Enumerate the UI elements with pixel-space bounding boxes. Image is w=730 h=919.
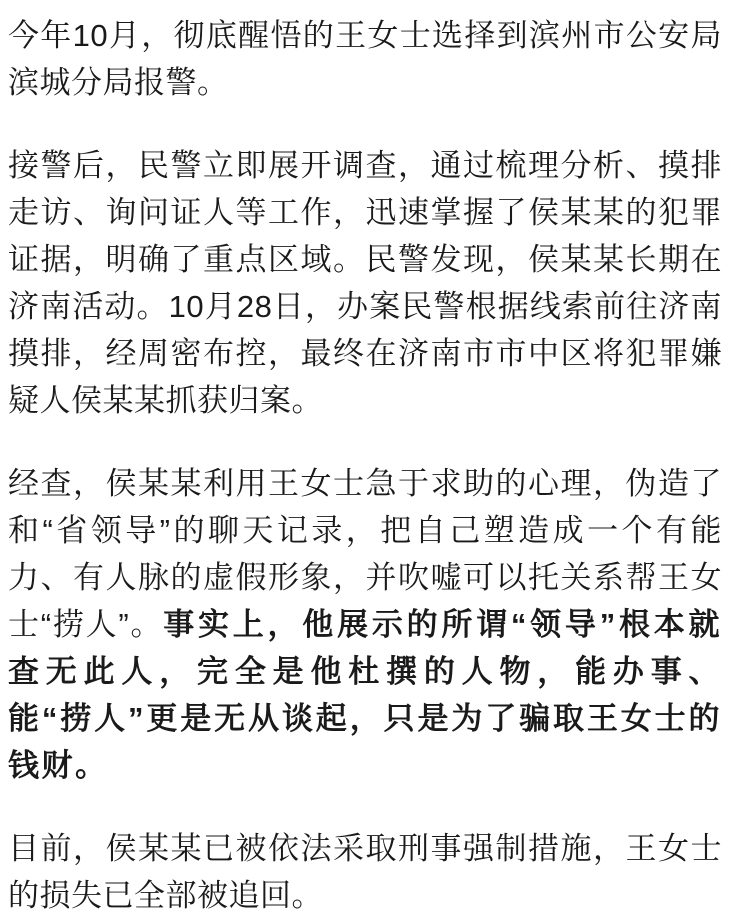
paragraph — [8, 142, 722, 424]
paragraph-text: 接警后，民警立即展开调查，通过梳理分析、摸排走访、询问证人等工作，迅速掌握了侯某某的犯罪证据，明确了重点区域。民警发现，侯某某长期在济南活动。10月28日，办案民警根据线索前往济南摸排，经周密布控，最终在济南市市中区将犯罪嫌疑人侯某某抓获归案。 — [8, 148, 722, 418]
paragraph — [8, 460, 722, 789]
paragraph — [8, 825, 722, 919]
paragraph-bold-text: 事实上，他展示的所谓“领导”根本就查无此人，完全是他杜撰的人物，能办事、能“捞人”更是无从谈起，只是为了骗取王女士的钱财。 — [8, 607, 722, 783]
paragraph-text: 经查，侯某某利用王女士急于求助的心理，伪造了和“省领导”的聊天记录，把自己塑造成一个有能力、有人脉的虚假形象，并吹嘘可以托关系帮王女士“捞人”。 — [8, 466, 722, 642]
paragraph-text: 目前，侯某某已被依法采取刑事强制措施，王女士的损失已全部被追回。 — [8, 831, 722, 913]
paragraph — [8, 12, 722, 106]
paragraph-text: 今年10月，彻底醒悟的王女士选择到滨州市公安局滨城分局报警。 — [8, 18, 722, 100]
